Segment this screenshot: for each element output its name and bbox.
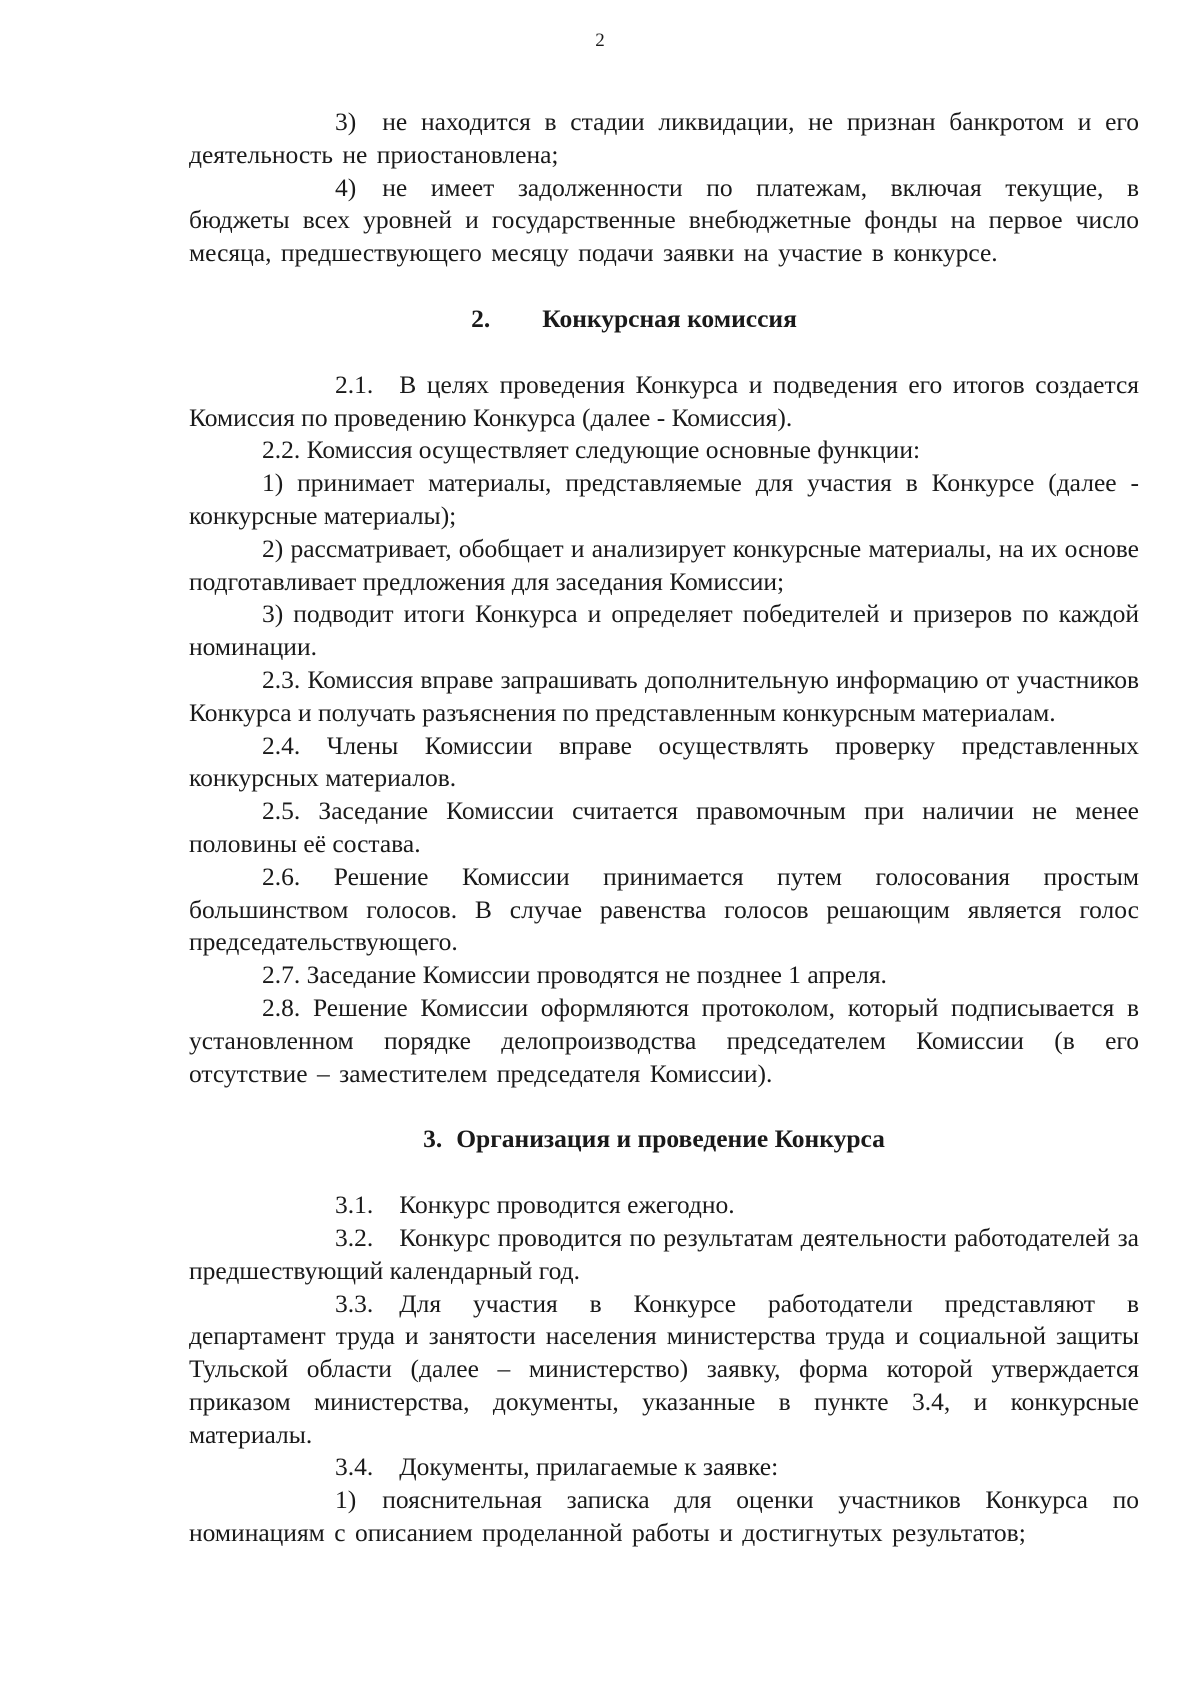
- section-3-number: 3.: [423, 1124, 443, 1154]
- section-3-title: Организация и проведение Конкурса: [456, 1124, 885, 1154]
- paragraph-2-5: 2.5. Заседание Комиссии считается правомочным при наличии не менее половины её состава.: [189, 796, 1139, 858]
- paragraph-3-2-num: 3.2.: [335, 1222, 374, 1252]
- section-3-heading: [189, 1123, 1139, 1156]
- paragraph-3-4-1-text: пояснительная записка для оценки участников Конкурса по номинациям с описанием проделанной работы и достигнутых результатов;: [189, 1485, 1139, 1548]
- paragraph-2-2-2: 2) рассматривает, обобщает и анализирует конкурсные материалы, на их основе подготавливает предложения для заседания Комиссии;: [189, 533, 1139, 596]
- paragraph-3-4-1-num: 1): [335, 1485, 357, 1515]
- intro-item-4-text: не имеет задолженности по платежам, включая текущие, в бюджеты всех уровней и государственные внебюджетные фонды на первое число месяца, предшествующего месяцу подачи заявки на участие в конкурсе.: [189, 172, 1139, 268]
- document-body: [189, 106, 1139, 1550]
- paragraph-2-1-num: 2.1.: [335, 369, 374, 399]
- paragraph-3-3: [189, 1288, 1139, 1452]
- paragraph-2-3: 2.3. Комиссия вправе запрашивать дополнительную информацию от участников Конкурса и получать разъяснения по представленным конкурсным материалам.: [189, 664, 1139, 727]
- paragraph-2-2-3: 3) подводит итоги Конкурса и определяет победителей и призеров по каждой номинации.: [189, 599, 1139, 662]
- paragraph-3-4-num: 3.4.: [335, 1452, 374, 1482]
- paragraph-3-1-text: Конкурс проводится ежегодно.: [399, 1190, 735, 1220]
- paragraph-3-3-num: 3.3.: [335, 1288, 374, 1318]
- paragraph-2-6: 2.6. Решение Комиссии принимается путем голосования простым большинством голосов. В случае равенства голосов решающим является голос председательствующего.: [189, 861, 1139, 957]
- section-2-title: Конкурсная комиссия: [542, 303, 797, 333]
- intro-item-4: [189, 172, 1139, 270]
- paragraph-2-8: 2.8. Решение Комиссии оформляются протоколом, который подписывается в установленном порядке делопроизводства председателем Комиссии (в его отсутствие – заместителем председателя Комиссии).: [189, 992, 1139, 1088]
- paragraph-2-1-text: В целях проведения Конкурса и подведения его итогов создается Комиссия по проведению Конкурса (далее - Комиссия).: [189, 369, 1139, 432]
- paragraph-3-2-text: Конкурс проводится по результатам деятельности работодателей за предшествующий календарный год.: [189, 1222, 1139, 1285]
- paragraph-3-4: [189, 1451, 1139, 1484]
- paragraph-2-1: [189, 369, 1139, 435]
- intro-item-3: [189, 106, 1139, 172]
- page-number: 2: [595, 30, 605, 51]
- paragraph-3-4-1: [189, 1484, 1139, 1550]
- section-2-number: 2.: [471, 303, 491, 333]
- paragraph-3-1-num: 3.1.: [335, 1190, 374, 1220]
- paragraph-2-2-1: 1) принимает материалы, представляемые для участия в Конкурсе (далее - конкурсные материалы);: [189, 468, 1139, 530]
- paragraph-3-4-text: Документы, прилагаемые к заявке:: [399, 1452, 779, 1482]
- paragraph-2-4: 2.4. Члены Комиссии вправе осуществлять проверку представленных конкурсных материалов.: [189, 730, 1139, 793]
- paragraph-2-2: 2.2. Комиссия осуществляет следующие основные функции:: [262, 435, 921, 465]
- section-2-heading: [189, 303, 1139, 336]
- intro-item-3-num: 3): [335, 107, 357, 136]
- paragraph-3-1: [189, 1189, 1139, 1222]
- intro-item-4-num: 4): [335, 172, 357, 202]
- paragraph-2-7: 2.7. Заседание Комиссии проводятся не позднее 1 апреля.: [262, 960, 887, 990]
- paragraph-3-3-text: Для участия в Конкурсе работодатели представляют в департамент труда и занятости населения министерства труда и социальной защиты Тульской области (далее – министерство) заявку, форма которой утверждается приказом министерства, документы, указанные в пункте 3.4, и конкурсные материалы.: [189, 1288, 1139, 1449]
- paragraph-3-2: [189, 1222, 1139, 1288]
- intro-item-3-text: не находится в стадии ликвидации, не признан банкротом и его деятельность не приостановлена;: [189, 107, 1139, 169]
